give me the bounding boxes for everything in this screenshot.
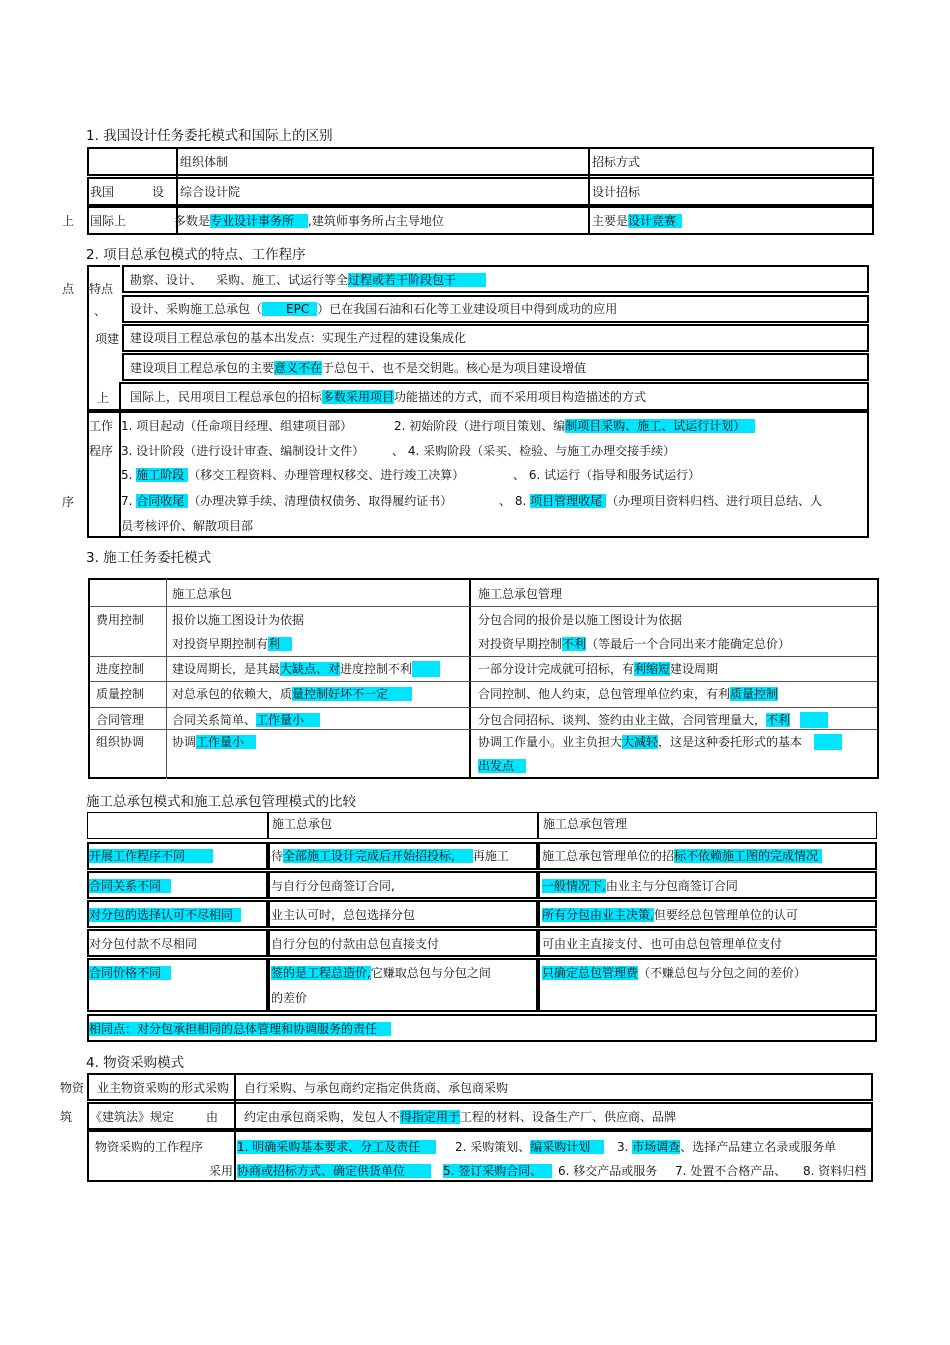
s2-proj: 项建	[95, 332, 120, 346]
s4-step1: 1. 明确采购基本要求、分工及责任	[237, 1139, 436, 1155]
s3-cost-a2: 对投资早期控制有利	[172, 636, 292, 652]
s2-r2: 设计、采购施工总承包（ EPC ）已在我国石油和石化等工业建设项目中得到成功的应用	[130, 302, 618, 316]
section1-title: 1. 我国设计任务委托模式和国际上的区别	[86, 128, 333, 144]
section4-title: 4. 物资采购模式	[86, 1055, 185, 1071]
s4-r2-value: 约定由承包商采购，发包人不得指定用于工程的材料、设备生产厂、供应商、品牌	[244, 1110, 677, 1124]
cmp-r2-a: 与自行分包商签订合同,	[271, 879, 395, 893]
s1-header-bid: 招标方式	[592, 155, 641, 169]
cmp-col2-label: 施工总承包管理	[543, 817, 628, 831]
s3-progress-a: 建设周期长，是其最大缺点、对进度控制不利	[172, 661, 440, 677]
s3-col1-header: 施工总承包	[172, 587, 233, 601]
s3-progress-b: 一部分设计完成就可招标，有利缩短建设周期	[478, 662, 719, 676]
s4-r2-label-a: 《建筑法》规定	[90, 1110, 175, 1124]
cmp-r4-label: 对分包付款不尽相同	[89, 937, 198, 951]
s3-cost-b1: 分包合同的报价是以施工图设计为依据	[478, 613, 683, 627]
s4-side2: 筑	[60, 1110, 73, 1124]
s4-step8: 8. 资料归档	[803, 1164, 867, 1178]
section3-title: 3. 施工任务委托模式	[86, 550, 212, 566]
cmp-col1-label: 施工总承包	[272, 817, 333, 831]
s2-r3: 建设项目工程总承包的基本出发点：实现生产过程的建设集成化	[130, 331, 467, 345]
cmp-r3-a: 业主认可时，总包选择分包	[271, 908, 416, 922]
cmp-r5-label: 合同价格不同	[89, 965, 171, 981]
s1-row1-org: 综合设计院	[180, 185, 241, 199]
cmp-r5-a: 签的是工程总造价,它赚取总包与分包之间	[271, 966, 491, 980]
s1-row2-label: 国际上	[90, 214, 127, 228]
s3-col-div1	[166, 578, 167, 779]
s2-r5: 国际上，民用项目工程总承包的招标多数采用项目功能描述的方式，而不采用项目构造描述的方式	[130, 390, 647, 404]
s1-header-org: 组织体制	[180, 155, 229, 169]
s4-side1: 物资	[60, 1081, 85, 1095]
s1-row2-bid: 主要是设计竞赛	[592, 213, 682, 229]
s3-coord-a: 协调工作量小	[172, 734, 256, 750]
cmp-title: 施工总承包模式和施工总承包管理模式的比较	[86, 794, 356, 810]
s2-feature-label: 特点	[89, 282, 114, 296]
cmp-r4-a: 自行分包的付款由总包直接支付	[271, 937, 440, 951]
s3-hline5	[90, 729, 877, 730]
s2-step7: 7. 合同收尾 （办理决算手续、清理债权债务、取得履约证书）	[121, 494, 453, 508]
s3-coord-b-cont: 出发点	[478, 758, 526, 774]
cmp-r3-b: 所有分包由业主决策,但要经总包管理单位的认可	[542, 908, 798, 922]
s2-step8: 、 8. 项目管理收尾 （办理项目资料归档、进行项目总结、人	[499, 494, 823, 508]
cmp-r1-label: 开展工作程序不同	[89, 848, 213, 864]
s4-r3-label-b: 采用	[209, 1164, 234, 1178]
s2-shang: 上	[97, 391, 110, 405]
cmp-r3-label: 对分包的选择认可不尽相同	[89, 907, 241, 923]
cmp-header-empty	[87, 812, 268, 839]
s3-cost-b2: 对投资早期控制不利（等最后一个合同出来才能确定总价）	[478, 637, 791, 651]
s2-step3: 3. 设计阶段（进行设计审查、编制设计文件）	[121, 444, 365, 458]
s2-side2: 序	[62, 495, 75, 509]
s2-step8-cont: 员考核评价、解散项目部	[121, 519, 254, 533]
s3-hline3	[90, 681, 877, 682]
cmp-r1-b: 施工总承包管理单位的招标不依赖施工图的完成情况	[542, 848, 822, 864]
s2-proc-label-b: 程序	[89, 444, 114, 458]
s2-proc-label-a: 工作	[89, 419, 114, 433]
s3-cost-a1: 报价以施工图设计为依据	[172, 613, 305, 627]
s3-col2-header: 施工总承包管理	[478, 587, 563, 601]
s2-step4: 、 4. 采购阶段（采买、检验、与施工办理交接手续）	[392, 444, 676, 458]
s2-r1: 勘察、设计、 采购、施工、试运行等全过程或若干阶段包干	[130, 272, 486, 288]
s3-hline4	[90, 707, 877, 708]
s3-coord-b: 协调工作量小。业主负担大大减轻，这是这种委托形式的基本	[478, 734, 842, 750]
s2-step1: 1. 项目起动（任命项目经理、组建项目部）	[121, 419, 353, 433]
s1-row2-org: 多数是专业设计事务所 ,建筑师事务所占主导地位	[174, 214, 444, 228]
cmp-r5-a-cont: 的差价	[271, 991, 308, 1005]
s4-step3: 3. 市场调查、选择产品建立名录或服务单	[617, 1140, 837, 1154]
s4-step4: 协商或招标方式、确定供货单位	[237, 1163, 431, 1179]
cmp-r5-b: 只确定总包管理费（不赚总包与分包之间的差价）	[542, 966, 807, 980]
s3-contract-a: 合同关系简单、工作量小	[172, 712, 320, 728]
s4-step2: 2. 采购策划、编采购计划	[455, 1139, 604, 1155]
cmp-same: 相同点：对分包承担相同的总体管理和协调服务的责任	[89, 1021, 391, 1037]
s3-col-div2	[469, 578, 471, 779]
cmp-r4-b: 可由业主直接支付、也可由总包管理单位支付	[542, 937, 783, 951]
s1-row1-label-b: 设	[152, 185, 165, 199]
cmp-r2-label: 合同关系不同	[89, 878, 171, 894]
s1-side-label: 上	[62, 214, 75, 228]
s3-progress-label: 进度控制	[96, 662, 145, 676]
s3-cost-label: 费用控制	[96, 613, 145, 627]
s4-r1-value: 自行采购、与承包商约定指定供货商、承包商采购	[244, 1081, 509, 1095]
s3-contract-b: 分包合同招标、谈判、签约由业主做，合同管理量大，不利	[478, 712, 828, 728]
s1-row1-bid: 设计招标	[592, 185, 641, 199]
s1-row1-label-a: 我国	[90, 185, 115, 199]
s4-r2-label-b: 由	[206, 1110, 219, 1124]
s2-step6: 、 6. 试运行（指导和服务试运行）	[513, 468, 701, 482]
s3-quality-b: 合同控制、他人约束，总包管理单位约束，有利质量控制	[478, 687, 779, 701]
s3-quality-label: 质量控制	[96, 687, 145, 701]
section2-title: 2. 项目总承包模式的特点、工作程序	[86, 247, 306, 263]
s3-quality-a: 对总承包的依赖大，质量控制好坏不一定	[172, 686, 412, 702]
s3-hline1	[90, 606, 877, 607]
s4-step7: 7. 处置不合格产品、	[675, 1164, 787, 1178]
s3-contract-label: 合同管理	[96, 713, 145, 727]
s4-r1-label: 业主物资采购的形式采购	[97, 1081, 230, 1095]
s4-r3-label: 物资采购的工作程序	[95, 1140, 204, 1154]
s2-dun: 、	[94, 304, 107, 318]
s3-coord-label: 组织协调	[96, 735, 145, 749]
s4-step6: 6. 移交产品或服务	[558, 1164, 658, 1178]
s2-side1: 点	[62, 282, 75, 296]
s4-col-div	[234, 1073, 236, 1182]
s3-hline2	[90, 656, 877, 657]
s2-step2: 2. 初始阶段（进行项目策划、编制项目采购、施工、试运行计划）	[394, 418, 755, 434]
s4-step5: 5. 签订采购合同、	[443, 1163, 552, 1179]
cmp-r1-a: 待全部施工设计完成后开始招投标, 再施工	[271, 849, 509, 863]
s2-r4: 建设项目工程总承包的主要意义不在于总包干、也不是交钥匙。核心是为项目建设增值	[130, 361, 587, 375]
cmp-r2-b: 一般情况下,由业主与分包商签订合同	[542, 879, 738, 893]
s2-step5: 5. 施工阶段 （移交工程资料、办理管理权移交、进行竣工决算）	[121, 468, 465, 482]
s1-divider2	[588, 147, 590, 235]
